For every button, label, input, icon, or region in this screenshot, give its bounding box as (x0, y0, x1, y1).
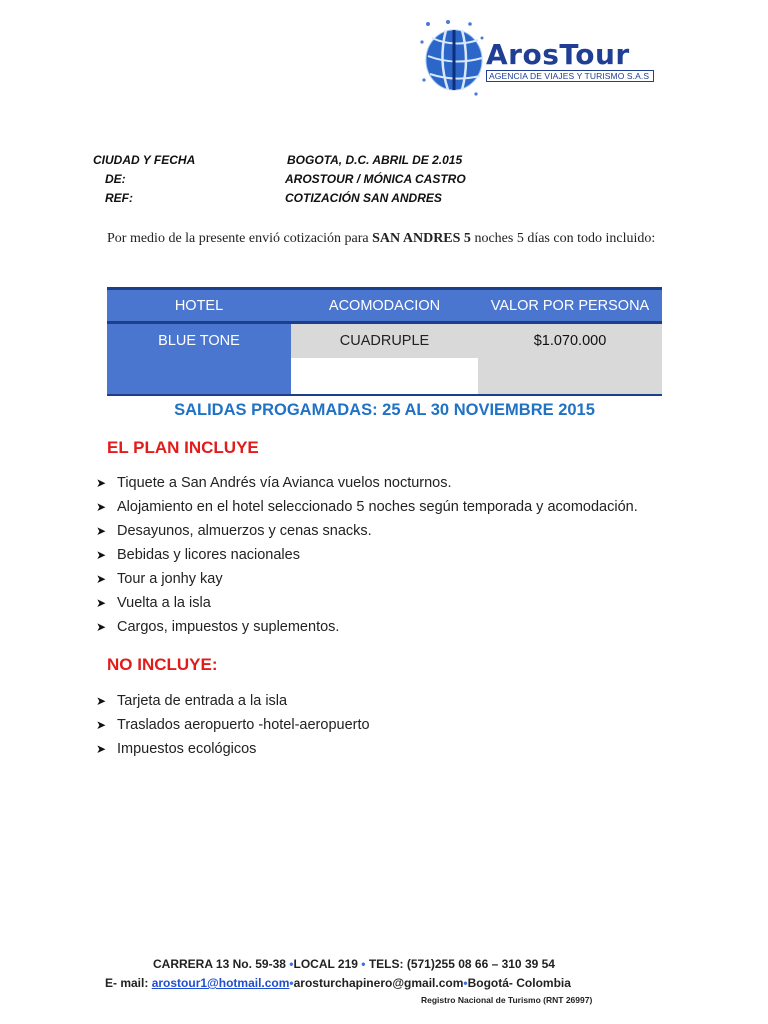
arrow-bullet-icon: ➤ (96, 548, 107, 562)
logo-name: ArosTour (486, 38, 630, 71)
footer-address: CARRERA 13 No. 59-38 (153, 957, 286, 971)
table-header-valor: VALOR POR PERSONA (490, 298, 650, 314)
plan-title: EL PLAN INCLUYE (107, 438, 259, 457)
arrow-bullet-icon: ➤ (96, 694, 107, 708)
dot-separator-icon: • (289, 976, 294, 990)
arrow-bullet-icon: ➤ (96, 742, 107, 756)
dot-separator-icon: • (289, 957, 294, 971)
footer-registro: Registro Nacional de Turismo (RNT 26997) (421, 995, 593, 1005)
table-cell-empty (291, 358, 478, 394)
arrow-bullet-icon: ➤ (96, 524, 107, 538)
arrow-bullet-icon: ➤ (96, 620, 107, 634)
dot-separator-icon: • (361, 957, 366, 971)
table-header-hotel: HOTEL (174, 298, 224, 314)
table-header-acomodacion: ACOMODACION (328, 298, 441, 314)
list-item: ➤ Alojamiento en el hotel seleccionado 5 noches según temporada y acomodación. (96, 495, 638, 519)
footer-email-label: E- mail: (105, 976, 152, 990)
list-item: ➤ Traslados aeropuerto -hotel-aeropuerto (96, 713, 370, 737)
arrow-bullet-icon: ➤ (96, 500, 107, 514)
footer-city: Bogotá- Colombia (467, 976, 571, 990)
no-incluye-title: NO INCLUYE: (107, 655, 218, 674)
header-label-de: DE: (105, 172, 126, 186)
list-item: ➤ Bebidas y licores nacionales (96, 543, 638, 567)
arrow-bullet-icon: ➤ (96, 572, 107, 586)
globe-icon (418, 18, 490, 98)
list-item: ➤ Impuestos ecológicos (96, 737, 370, 761)
plan-list (96, 471, 638, 639)
intro-paragraph (107, 229, 663, 248)
intro-text-1: Por medio de la presente envió cotización para (107, 231, 373, 246)
footer-email-link[interactable]: arostour1@hotmail.com (151, 976, 290, 990)
table-cell-acomodacion: CUADRUPLE (339, 333, 430, 349)
no-incluye-list (96, 689, 370, 761)
table-cell-hotel: BLUE TONE (158, 333, 240, 349)
list-item: ➤ Tarjeta de entrada a la isla (96, 689, 370, 713)
arrow-bullet-icon: ➤ (96, 718, 107, 732)
intro-destination: SAN ANDRES 5 (372, 231, 471, 246)
header-label-ciudad: CIUDAD Y FECHA (93, 153, 196, 167)
header-value-de: AROSTOUR / MÓNICA CASTRO (285, 172, 466, 186)
header-label-ref: REF: (105, 191, 133, 205)
arrow-bullet-icon: ➤ (96, 596, 107, 610)
footer-local: LOCAL 219 (293, 957, 358, 971)
table-cell-valor: $1.070.000 (533, 333, 607, 349)
quote-table (107, 287, 662, 396)
footer-address-line (153, 957, 555, 971)
list-item: ➤ Vuelta a la isla (96, 591, 638, 615)
list-item: ➤ Tour a jonhy kay (96, 567, 638, 591)
footer-email-2: arosturchapinero@gmail.com (293, 976, 464, 990)
list-item: ➤ Cargos, impuestos y suplementos. (96, 615, 638, 639)
logo-tagline: AGENCIA DE VIAJES Y TURISMO S.A.S (486, 70, 654, 82)
arostour-logo (418, 18, 658, 98)
header-value-ciudad: BOGOTA, D.C. ABRIL DE 2.015 (287, 153, 463, 167)
header-value-ref: COTIZACIÓN SAN ANDRES (285, 191, 442, 205)
arrow-bullet-icon: ➤ (96, 476, 107, 490)
footer-email-line (105, 976, 571, 990)
salidas-heading: SALIDAS PROGAMADAS: 25 AL 30 NOVIEMBRE 2015 (174, 401, 595, 419)
table-bottom-border (107, 394, 662, 396)
footer-tels: TELS: (571)255 08 66 – 310 39 54 (368, 957, 555, 971)
dot-separator-icon: • (463, 976, 468, 990)
intro-text-2: noches 5 días con todo incluido: (470, 231, 656, 246)
table-header-row (107, 287, 662, 324)
list-item: ➤ Tiquete a San Andrés vía Avianca vuelos nocturnos. (96, 471, 638, 495)
list-item: ➤ Desayunos, almuerzos y cenas snacks. (96, 519, 638, 543)
